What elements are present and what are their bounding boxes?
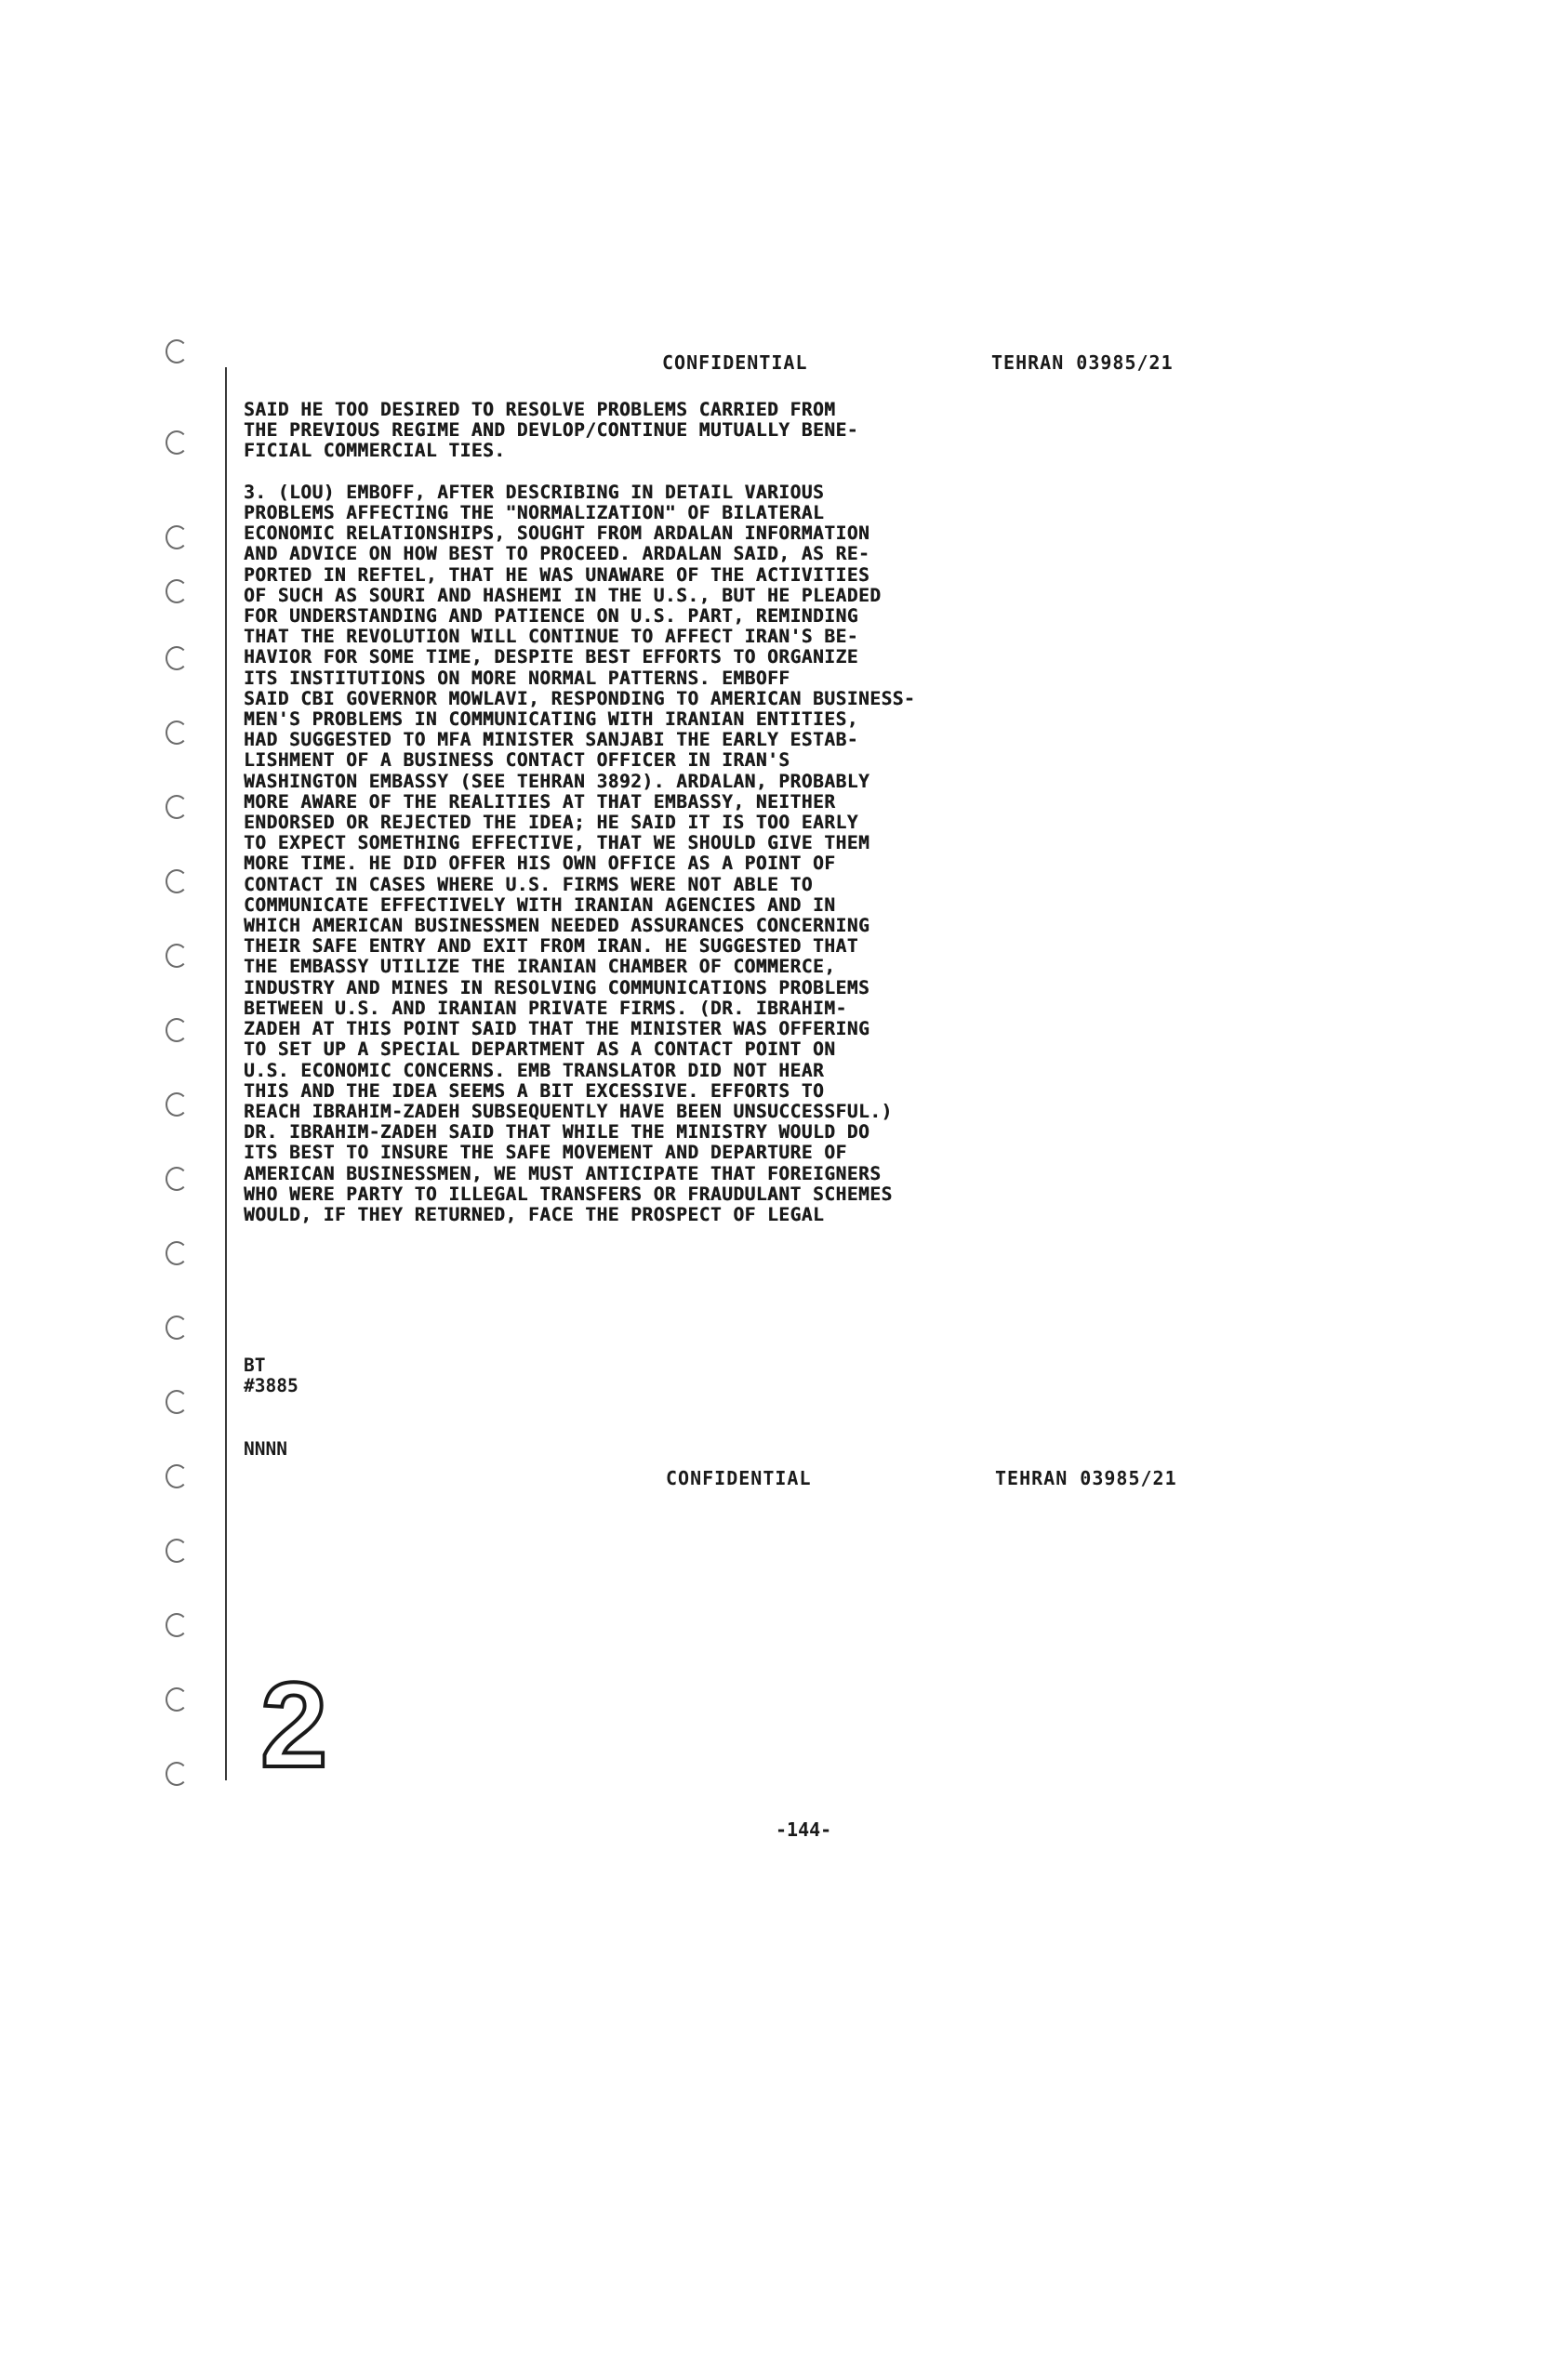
binder-hole-icon	[166, 1539, 188, 1563]
binder-hole-icon	[166, 869, 188, 893]
binder-hole-icon	[166, 1687, 188, 1712]
binder-hole-icon	[166, 339, 188, 364]
binder-hole-icon	[166, 721, 188, 745]
footer-classification: CONFIDENTIAL	[666, 1467, 812, 1489]
cable-end-marker: NNNN	[244, 1438, 287, 1460]
header-message-tag: TEHRAN 03985/21	[991, 351, 1174, 374]
binder-hole-icon	[166, 1613, 188, 1637]
binder-hole-icon	[166, 1241, 188, 1265]
binder-hole-icon	[166, 1762, 188, 1786]
binder-hole-icon	[166, 1464, 188, 1488]
binder-hole-icon	[166, 1092, 188, 1117]
binder-hole-icon	[166, 795, 188, 819]
cable-message-number: #3885	[244, 1375, 299, 1396]
margin-rule	[225, 367, 227, 1780]
binder-hole-icon	[166, 579, 188, 603]
binder-holes	[166, 339, 203, 1845]
stamped-page-number: 2	[260, 1657, 328, 1792]
footer-message-tag: TEHRAN 03985/21	[995, 1467, 1177, 1489]
binder-hole-icon	[166, 525, 188, 549]
binder-hole-icon	[166, 1390, 188, 1414]
binder-hole-icon	[166, 1316, 188, 1340]
cable-body-text: SAID HE TOO DESIRED TO RESOLVE PROBLEMS CARRIED FROM THE PREVIOUS REGIME AND DEVLOP/CONTINUE MUTUALLY BENE- FICIAL COMMERCIAL TIES. 3. (LOU) EMBOFF, AFTER DESCRIBING IN DETAIL VARIOUS PROBLEMS AFFECTING THE "NORMALIZATION" OF BILATERAL ECONOMIC RELATIONSHIPS, SOUGHT FROM ARDALAN INFORMATION AND ADVICE ON HOW BEST TO PROCEED. ARDALAN SAID, AS RE- PORTED IN REFTEL, THAT HE WAS UNAWARE OF THE ACTIVITIES OF SUCH AS SOURI AND HASHEMI IN THE U.S., BUT HE PLEADED FOR UNDERSTANDING AND PATIENCE ON U.S. PART, REMINDING THAT THE REVOLUTION WILL CONTINUE TO AFFECT IRAN'S BE- HAVIOR FOR SOME TIME, DESPITE BEST EFFORTS TO ORGANIZE ITS INSTITUTIONS ON MORE NORMAL PATTERNS. EMBOFF SAID CBI GOVERNOR MOWLAVI, RESPONDING TO AMERICAN BUSINESS- MEN'S PROBLEMS IN COMMUNICATING WITH IRANIAN ENTITIES, HAD SUGGESTED TO MFA MINISTER SANJABI THE EARLY ESTAB- LISHMENT OF A BUSINESS CONTACT OFFICER IN IRAN'S WASHINGTON EMBASSY (SEE TEHRAN 3892). ARDALAN, PROBABLY MORE AWARE OF THE REALITIES AT THAT EMBASSY, NEITHER ENDORSED OR REJECTED THE IDEA; HE SAID IT IS TOO EARLY TO EXPECT SOMETHING EFFECTIVE, THAT WE SHOULD GIVE THEM MORE TIME. HE DID OFFER HIS OWN OFFICE AS A POINT OF CONTACT IN CASES WHERE U.S. FIRMS WERE NOT ABLE TO COMMUNICATE EFFECTIVELY WITH IRANIAN AGENCIES AND IN WHICH AMERICAN BUSINESSMEN NEEDED ASSURANCES CONCERNING THEIR SAFE ENTRY AND EXIT FROM IRAN. HE SUGGESTED THAT THE EMBASSY UTILIZE THE IRANIAN CHAMBER OF COMMERCE, INDUSTRY AND MINES IN RESOLVING COMMUNICATIONS PROBLEMS BETWEEN U.S. AND IRANIAN PRIVATE FIRMS. (DR. IBRAHIM- ZADEH AT THIS POINT SAID THAT THE MINISTER WAS OFFERING TO SET UP A SPECIAL DEPARTMENT AS A CONTACT POINT ON U.S. ECONOMIC CONCERNS. EMB TRANSLATOR DID NOT HEAR THIS AND THE IDEA SEEMS A BIT EXCESSIVE. EFFORTS TO REACH IBRAHIM-ZADEH SUBSEQUENTLY HAVE BEEN UNSUCCESSFUL.) DR. IBRAHIM-ZADEH SAID THAT WHILE THE MINISTRY WOULD DO ITS BEST TO INSURE THE SAFE MOVEMENT AND DEPARTURE OF AMERICAN BUSINESSMEN, WE MUST ANTICIPATE THAT FOREIGNERS WHO WERE PARTY TO ILLEGAL TRANSFERS OR FRAUDULANT SCHEMES WOULD, IF THEY RETURNED, FACE THE PROSPECT OF LEGAL	[244, 399, 916, 1225]
header-classification: CONFIDENTIAL	[662, 351, 808, 374]
binder-hole-icon	[166, 944, 188, 968]
cable-bt-marker: BT	[244, 1355, 266, 1376]
binder-hole-icon	[166, 1018, 188, 1042]
page-number: -144-	[776, 1818, 832, 1841]
binder-hole-icon	[166, 430, 188, 455]
binder-hole-icon	[166, 646, 188, 670]
binder-hole-icon	[166, 1167, 188, 1191]
